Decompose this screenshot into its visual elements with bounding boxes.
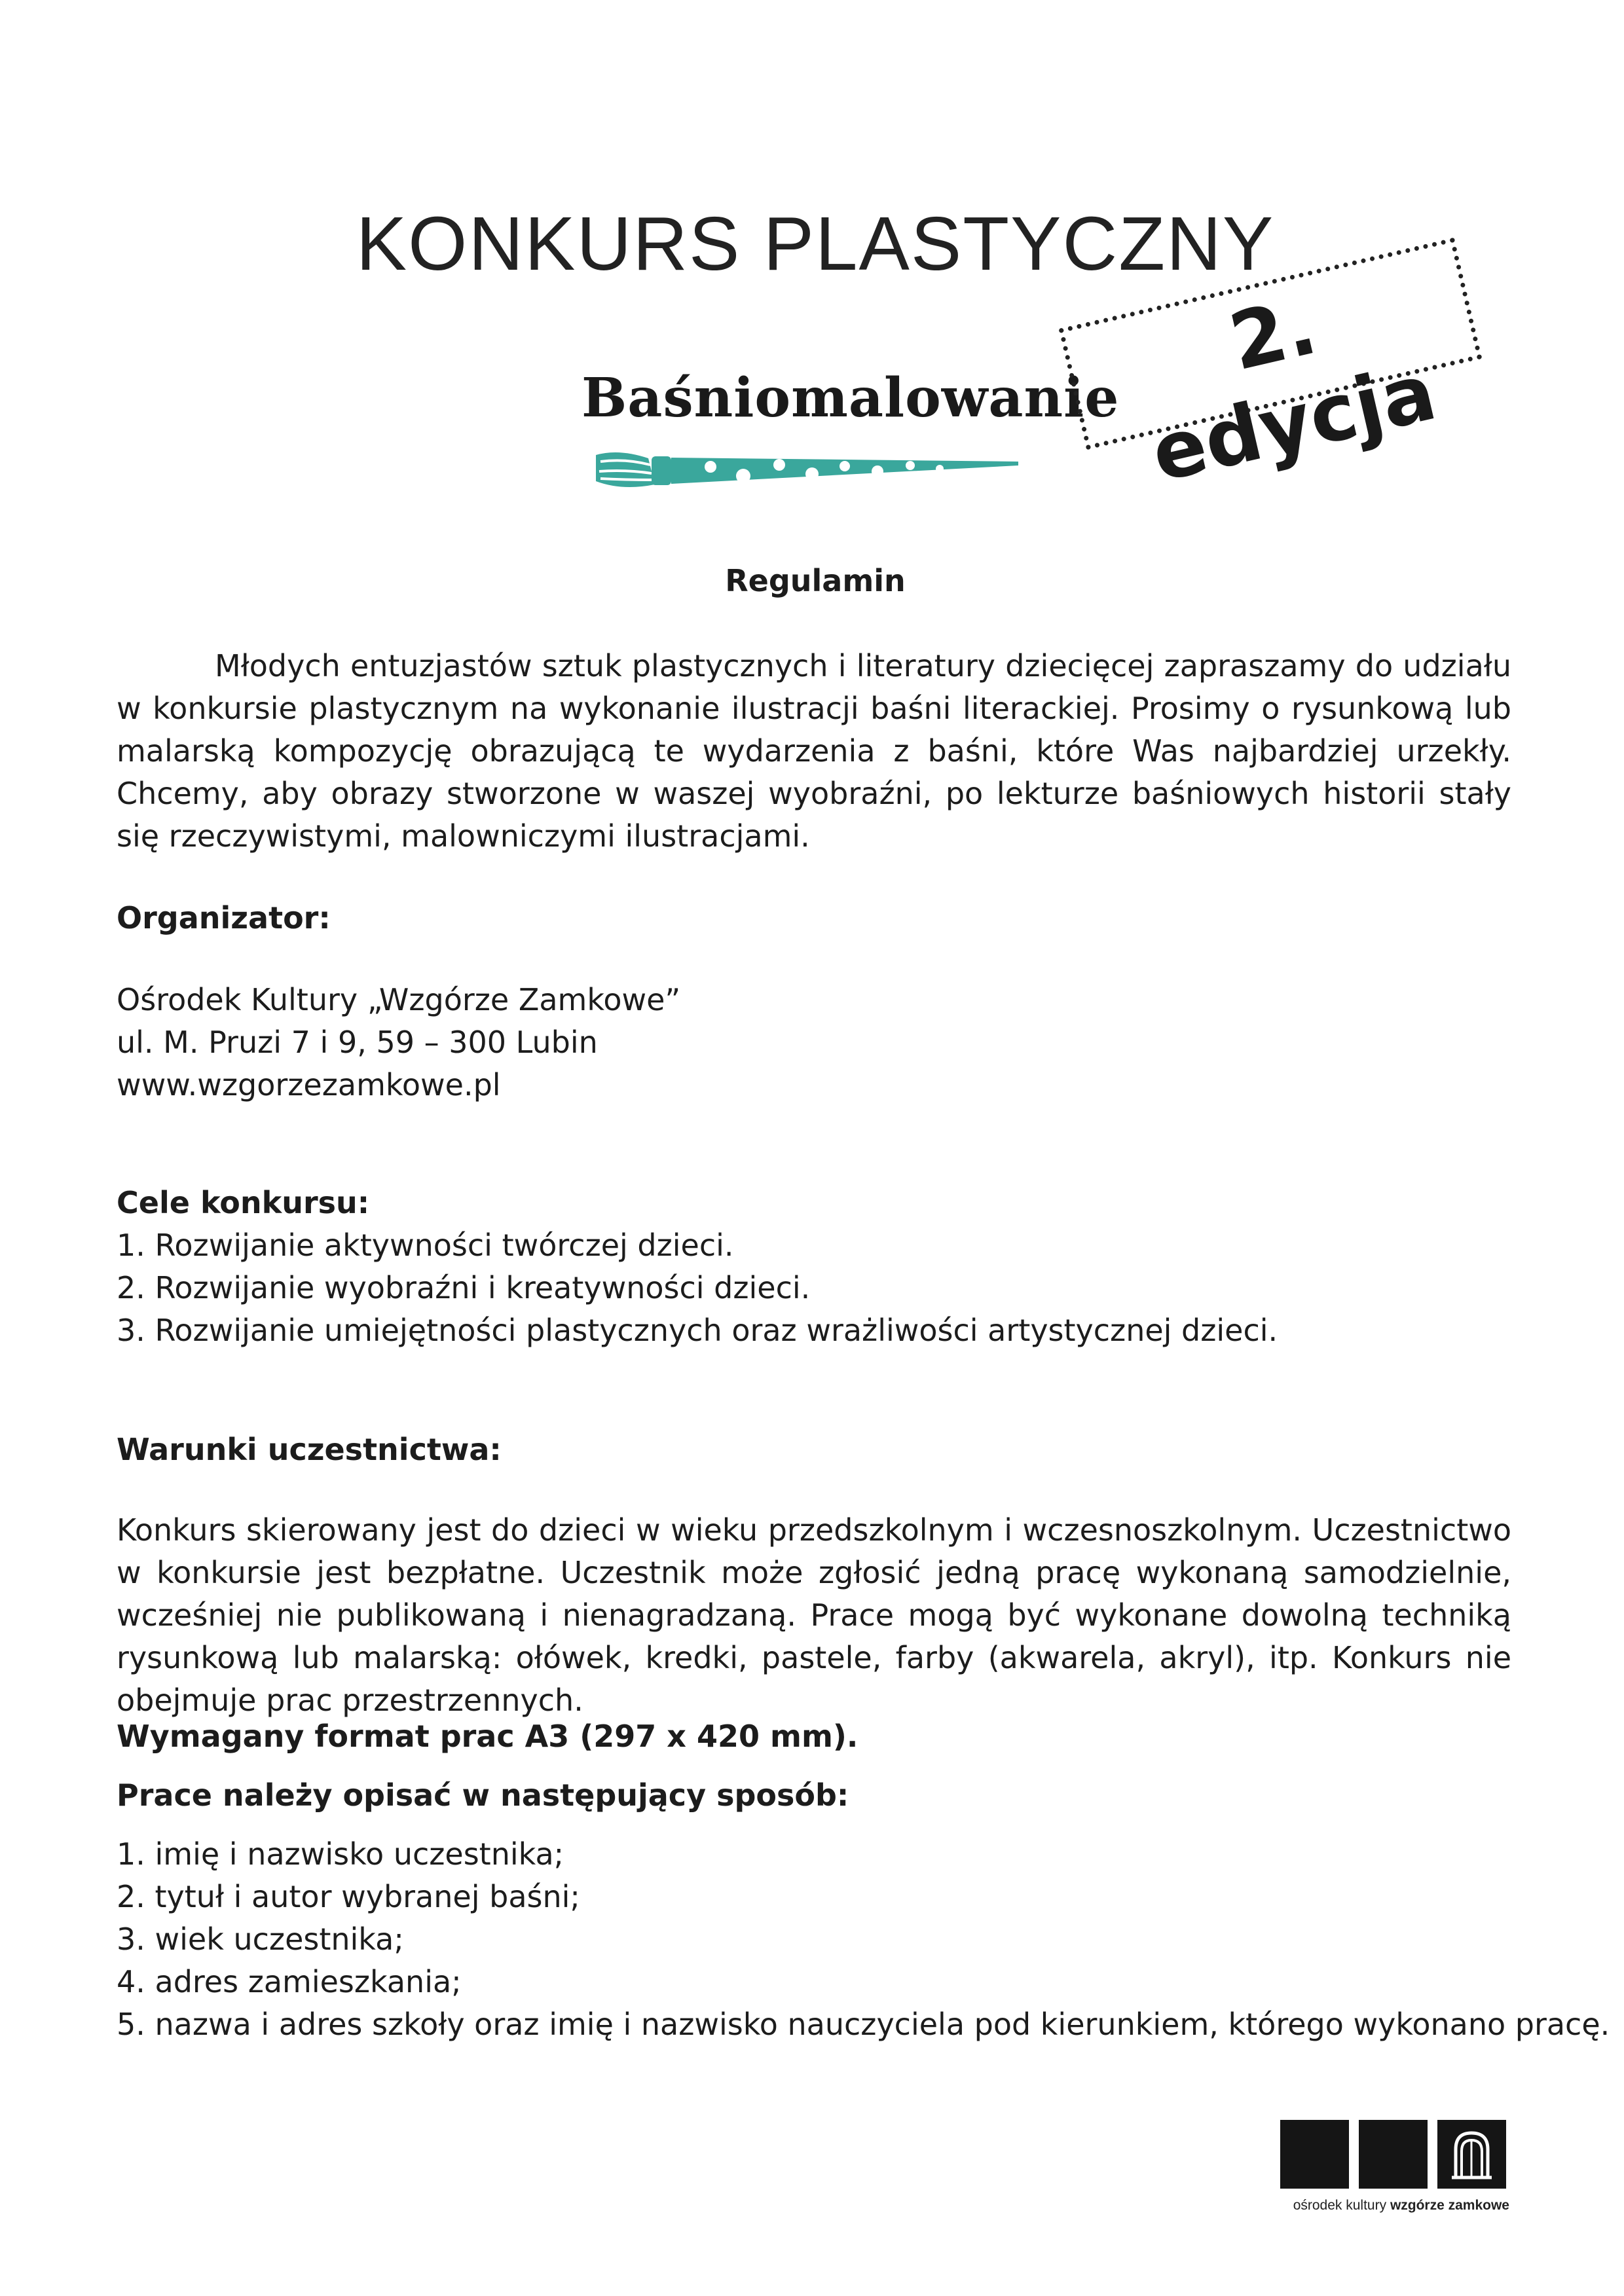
logo-square <box>1280 2120 1349 2189</box>
describe-item: 1. imię i nazwisko uczestnika; <box>117 1836 564 1872</box>
paintbrush-icon <box>593 435 1025 501</box>
goals-block <box>117 1182 1511 1352</box>
conditions-paragraph: Konkurs skierowany jest do dzieci w wieku przedszkolnym i wczesnoszkolnym. Uczestnictwo w konkursie jest bezpłatne. Uczestnik może zgłosić jedną pracę wykonaną samodzielnie, wcześniej nie publikowaną i nienagradzaną. Prace mogą być wykonane dowolną techniką rysunkową lub malarską: ołówek, kredki, pastele, farby (akwarela, akryl), itp. Konkurs nie obejmuje prac przestrzennych. <box>117 1512 1511 1718</box>
regulamin-heading: Regulamin <box>725 563 906 598</box>
describe-item: 5. nazwa i adres szkoły oraz imię i nazwisko nauczyciela pod kierunkiem, którego wykonano pracę. <box>117 2007 1610 2042</box>
organizer-heading: Organizator: <box>117 900 331 936</box>
intro-paragraph: Młodych entuzjastów sztuk plastycznych i literatury dziecięcej zapraszamy do udziału w konkursie plastycznym na wykonanie ilustracji baśni literackiej. Prosimy o rysunkową lub malarską kompozycję obrazującą te wydarzenia z baśni, które Was najbardziej urzekły. Chcemy, aby obrazy stworzone w waszej wyobraźni, po lekturze baśniowych historii stały się rzeczywistymi, malowniczymi ilustracjami. <box>117 648 1511 854</box>
goal-item: 1. Rozwijanie aktywności twórczej dzieci. <box>117 1228 734 1263</box>
logo-square-arch <box>1437 2120 1506 2189</box>
page-title: KONKURS PLASTYCZNY <box>356 201 1275 286</box>
logo-square <box>1359 2120 1428 2189</box>
organizer-block <box>117 979 1511 1106</box>
castle-gate-icon <box>1437 2120 1506 2189</box>
describe-item: 3. wiek uczestnika; <box>117 1922 404 1957</box>
organizer-address: ul. M. Pruzi 7 i 9, 59 – 300 Lubin <box>117 1025 598 1060</box>
format-requirement: Wymagany format prac A3 (297 x 420 mm). <box>117 1719 858 1754</box>
footer-org-name <box>1280 2198 1509 2214</box>
describe-item: 4. adres zamieszkania; <box>117 1964 462 1999</box>
goals-heading: Cele konkursu: <box>117 1185 370 1220</box>
goal-item: 3. Rozwijanie umiejętności plastycznych oraz wrażliwości artystycznej dzieci. <box>117 1313 1278 1348</box>
describe-heading: Prace należy opisać w następujący sposób: <box>117 1777 849 1813</box>
describe-item: 2. tytuł i autor wybranej baśni; <box>117 1879 580 1914</box>
organizer-website[interactable]: www.wzgorzezamkowe.pl <box>117 1067 501 1102</box>
logo-text: Baśniomalowanie <box>581 367 1120 429</box>
organizer-name: Ośrodek Kultury „Wzgórze Zamkowe” <box>117 982 681 1017</box>
footer-logo <box>1280 2120 1509 2189</box>
goal-item: 2. Rozwijanie wyobraźni i kreatywności dzieci. <box>117 1270 811 1305</box>
footer-org-bold: wzgórze zamkowe <box>1390 2198 1509 2213</box>
describe-list <box>117 1833 1610 2046</box>
footer-org-prefix: ośrodek kultury <box>1293 2198 1387 2213</box>
edition-stamp-text: 2. edycja <box>1143 281 1445 500</box>
conditions-heading: Warunki uczestnictwa: <box>117 1432 502 1467</box>
